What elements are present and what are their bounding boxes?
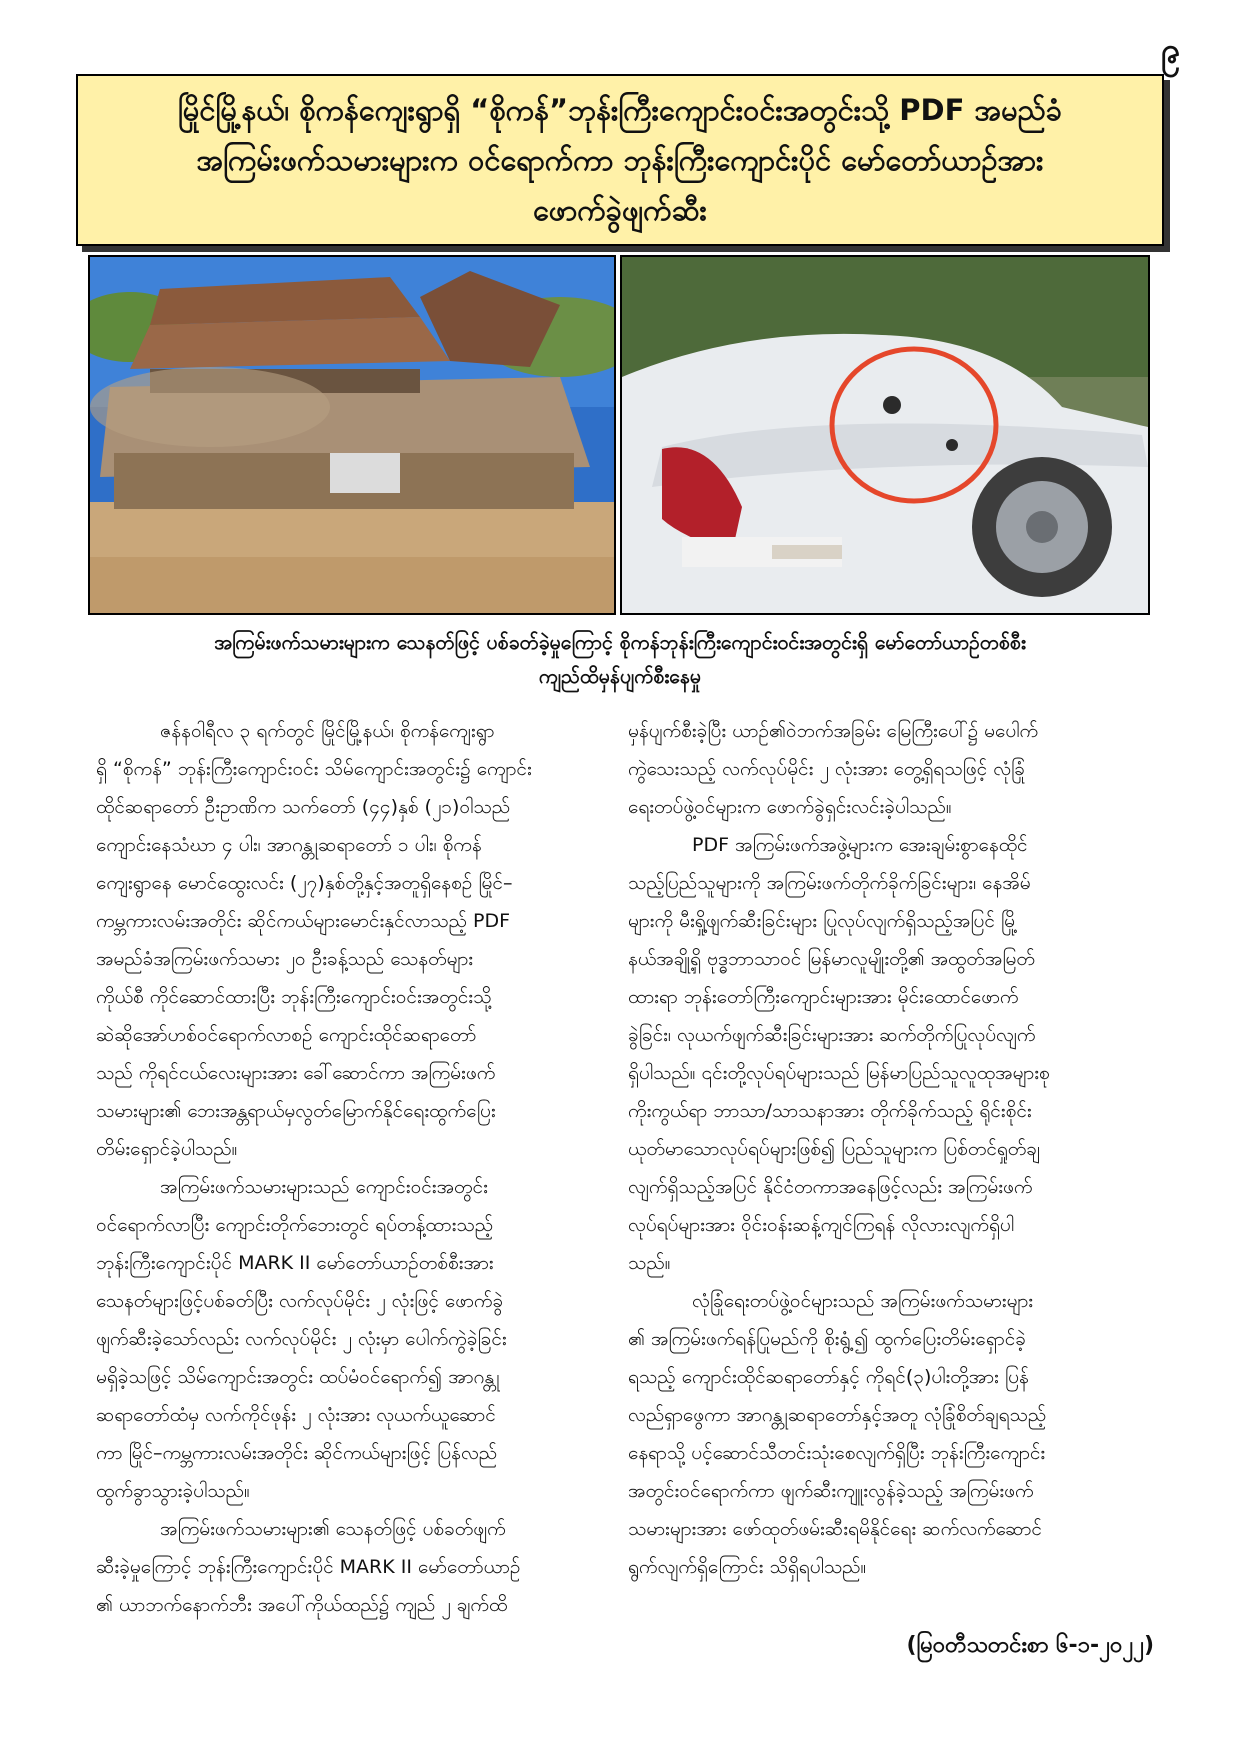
text-line: ရှိပါသည်။ ၎င်းတို့လုပ်ရပ်များသည် မြန်မာပြည်သူလူထုအများစု <box>628 1062 1050 1084</box>
car-photo <box>620 255 1150 615</box>
text-line: ကိုယ်စီ ကိုင်ဆောင်ထားပြီး ဘုန်းကြီးကျောင်းဝင်းအတွင်းသို့ <box>96 986 492 1008</box>
text-line: သည် ကိုရင်ငယ်လေးများအား ခေါ်ဆောင်ကာ အကြမ်းဖက် <box>96 1062 496 1084</box>
monastery-illustration <box>90 257 614 613</box>
text-line: ဖျက်ဆီးခဲ့သော်လည်း လက်လုပ်မိုင်း ၂ လုံးမှာ ပေါက်ကွဲခဲ့ခြင်း <box>96 1328 507 1350</box>
text-line: ၏ ယာဘက်နောက်ဘီး အပေါ်ကိုယ်ထည်၌ ကျည် ၂ ချက်ထိ <box>96 1594 508 1616</box>
text-line: ရှိ “စိုကန်” ဘုန်းကြီးကျောင်းဝင်း သိမ်ကျောင်းအတွင်း၌ ကျောင်း <box>96 758 532 780</box>
text-line: PDF အကြမ်းဖက်အဖွဲ့များက အေးချမ်းစွာနေထိုင် <box>692 834 1028 856</box>
text-line: လည်ရှာဖွေကာ အာဂန္တုဆရာတော်နှင့်အတူ လုံခြုံစိတ်ချရသည့် <box>628 1404 1047 1426</box>
text-line: ယုတ်မာသောလုပ်ရပ်များဖြစ်၍ ပြည်သူများက ပြစ်တင်ရှုတ်ချ <box>628 1138 1040 1160</box>
caption-line: အကြမ်းဖက်သမားများက သေနတ်ဖြင့် ပစ်ခတ်ခဲ့မှုကြောင့် စိုကန်ဘုန်းကြီးကျောင်းဝင်းအတွင်းရှိ မော်တော်ယာဉ်တစ်စီး <box>214 631 1026 654</box>
text-line: ကျောင်းနေသံဃာ ၄ ပါး၊ အာဂန္တုဆရာတော် ၁ ပါး၊ စိုကန် <box>96 834 482 856</box>
text-line: မှန်ပျက်စီးခဲ့ပြီး ယာဉ်၏ဝဲဘက်အခြမ်း မြေကြီးပေါ်၌ မပေါက် <box>628 720 1039 742</box>
text-line: ရသည့် ကျောင်းထိုင်ဆရာတော်နှင့် ကိုရင်(၃)ပါးတို့အား ပြန် <box>628 1366 1029 1388</box>
text-line: လုံခြုံရေးတပ်ဖွဲ့ဝင်များသည် အကြမ်းဖက်သမားများ <box>692 1290 1034 1312</box>
text-line: သည့်ပြည်သူများကို အကြမ်းဖက်တိုက်ခိုက်ခြင်းများ၊ နေအိမ် <box>628 872 1031 894</box>
text-line: ရွက်လျက်ရှိကြောင်း သိရှိရပါသည်။ <box>628 1556 867 1578</box>
article-left-column <box>96 712 610 1624</box>
text-line: သမားများအား ဖော်ထုတ်ဖမ်းဆီးရမိနိုင်ရေး ဆက်လက်ဆောင် <box>628 1518 1042 1540</box>
text-line: ကျေးရွာနေ မောင်ထွေးလင်း (၂၇)နှစ်တို့နှင့်အတူရှိနေစဉ် မြိုင်– <box>96 872 513 894</box>
text-line: လုပ်ရပ်များအား ဝိုင်းဝန်းဆန့်ကျင်ကြရန် လိုလားလျက်ရှိပါ <box>628 1214 1014 1236</box>
text-line: ဘုန်းကြီးကျောင်းပိုင် MARK II မော်တော်ယာဉ်တစ်စီးအား <box>96 1252 494 1274</box>
text-line: အတွင်းဝင်ရောက်ကာ ဖျက်ဆီးကျူးလွန်ခဲ့သည့် အကြမ်းဖက် <box>628 1480 1034 1502</box>
text-line: ထွက်ခွာသွားခဲ့ပါသည်။ <box>96 1480 250 1502</box>
text-line: သည်။ <box>628 1252 671 1274</box>
page-number: ၉ <box>1160 31 1180 71</box>
text-line: ဆီးခဲ့မှုကြောင့် ဘုန်းကြီးကျောင်းပိုင် MARK II မော်တော်ယာဉ် <box>96 1556 521 1578</box>
text-line: လျက်ရှိသည့်အပြင် နိုင်ငံတကာအနေဖြင့်လည်း အကြမ်းဖက် <box>628 1176 1033 1198</box>
article-right-column <box>628 712 1152 1586</box>
text-line: နယ်အချို့ရှိ ဗုဒ္ဓဘာသာဝင် မြန်မာလူမျိုးတို့၏ အထွတ်အမြတ် <box>628 948 1035 970</box>
headline-box <box>76 74 1164 246</box>
photo-caption <box>88 626 1152 694</box>
text-line: ကမ္ဘကားလမ်းအတိုင်း ဆိုင်ကယ်များမောင်းနှင်လာသည့် PDF <box>96 910 511 932</box>
headline-line: အကြမ်းဖက်သမားများက ဝင်ရောက်ကာ ဘုန်းကြီးကျောင်းပိုင် မော်တော်ယာဉ်အား <box>196 143 1044 177</box>
text-line: ကာ မြိုင်–ကမ္ဘကားလမ်းအတိုင်း ဆိုင်ကယ်များဖြင့် ပြန်လည် <box>96 1442 498 1464</box>
text-line: ထိုင်ဆရာတော် ဦးဥာဏိက သက်တော် (၄၄)နှစ် (၂၁)ဝါသည် <box>96 796 511 818</box>
text-line: တိမ်းရှောင်ခဲ့ပါသည်။ <box>96 1138 238 1160</box>
text-line: ကိုးကွယ်ရာ ဘာသာ/သာသနာအား တိုက်ခိုက်သည့် ရိုင်းစိုင်း <box>628 1100 1032 1122</box>
text-line: အကြမ်းဖက်သမားများ၏ သေနတ်ဖြင့် ပစ်ခတ်ဖျက် <box>160 1518 506 1540</box>
text-line: ဇန်နဝါရီလ ၃ ရက်တွင် မြိုင်မြို့နယ်၊ စိုကန်ကျေးရွာ <box>160 720 495 742</box>
caption-line: ကျည်ထိမှန်ပျက်စီးနေမှု <box>538 665 702 688</box>
photo-row <box>88 255 1148 615</box>
text-line: ရေးတပ်ဖွဲ့ဝင်များက ဖောက်ခွဲရှင်းလင်းခဲ့ပါသည်။ <box>628 796 952 818</box>
car-illustration <box>622 257 1148 613</box>
text-line: ဝင်ရောက်လာပြီး ကျောင်းတိုက်ဘေးတွင် ရပ်တန့်ထားသည့် <box>96 1214 494 1236</box>
text-line: ဆဲဆိုအော်ဟစ်ဝင်ရောက်လာစဉ် ကျောင်းထိုင်ဆရာတော် <box>96 1024 477 1046</box>
text-line: နေရာသို့ ပင့်ဆောင်သီတင်းသုံးစေလျက်ရှိပြီး ဘုန်းကြီးကျောင်း <box>628 1442 1046 1464</box>
text-line: သမားများ၏ ဘေးအန္တရာယ်မှလွတ်မြောက်နိုင်ရေးထွက်ပြေး <box>96 1100 496 1122</box>
text-line: မရှိခဲ့သဖြင့် သိမ်ကျောင်းအတွင်း ထပ်မံဝင်ရောက်၍ အာဂန္တု <box>96 1366 500 1388</box>
source-credit: (မြဝတီသတင်းစာ ၆-၁-၂၀၂၂) <box>906 1633 1154 1658</box>
text-line: အမည်ခံအကြမ်းဖက်သမား ၂၀ ဦးခန့်သည် သေနတ်များ <box>96 948 474 970</box>
text-line: ကွဲသေးသည့် လက်လုပ်မိုင်း ၂ လုံးအား တွေ့ရှိရသဖြင့် လုံခြုံ <box>628 758 1025 780</box>
text-line: များကို မီးရှို့ဖျက်ဆီးခြင်းများ ပြုလုပ်လျက်ရှိသည့်အပြင် မြို့ <box>628 910 1018 932</box>
text-line: အကြမ်းဖက်သမားများသည် ကျောင်းဝင်းအတွင်း <box>160 1176 488 1198</box>
text-line: ခွဲခြင်း၊ လုယက်ဖျက်ဆီးခြင်းများအား ဆက်တိုက်ပြုလုပ်လျက် <box>628 1024 1036 1046</box>
monastery-photo <box>88 255 616 615</box>
headline-line: မြိုင်မြို့နယ်၊ စိုကန်ကျေးရွာရှိ “စိုကန်”ဘုန်းကြီးကျောင်းဝင်းအတွင်းသို့ PDF အမည်ခံ <box>177 93 1063 127</box>
headline-line: ဖောက်ခွဲဖျက်ဆီး <box>533 193 707 227</box>
text-line: ၏ အကြမ်းဖက်ရန်ပြုမည်ကို စိုးရွံ့၍ ထွက်ပြေးတိမ်းရှောင်ခဲ့ <box>628 1328 1026 1350</box>
text-line: သေနတ်များဖြင့်ပစ်ခတ်ပြီး လက်လုပ်မိုင်း ၂ လုံးဖြင့် ဖောက်ခွဲ <box>96 1290 504 1312</box>
text-line: ထားရာ ဘုန်းတော်ကြီးကျောင်းများအား မိုင်းထောင်ဖောက် <box>628 986 1019 1008</box>
text-line: ဆရာတော်ထံမှ လက်ကိုင်ဖုန်း ၂ လုံးအား လုယက်ယူဆောင် <box>96 1404 496 1426</box>
